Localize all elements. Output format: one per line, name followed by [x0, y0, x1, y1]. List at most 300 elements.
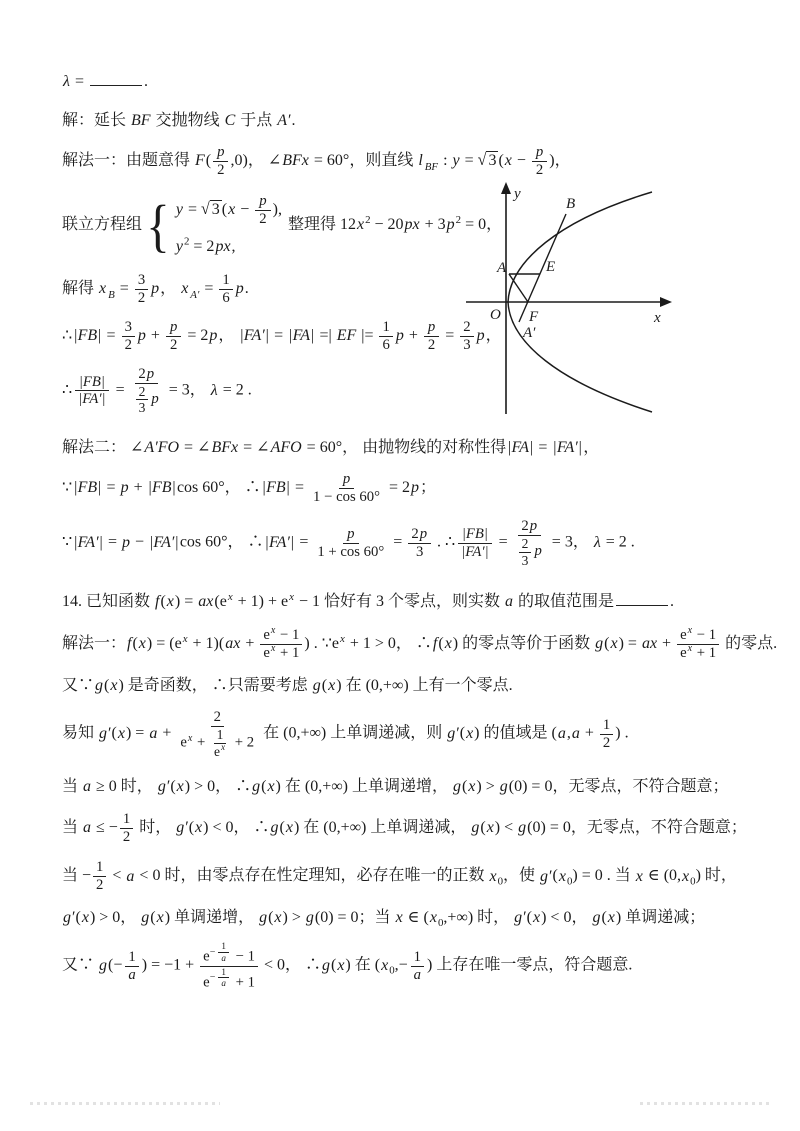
fa-cos-ratio-conclusion-line — [62, 518, 762, 568]
math-text: = 2 — [183, 327, 209, 345]
math-text: = — [441, 327, 459, 345]
math-text: 6 — [222, 290, 230, 307]
fraction — [255, 193, 270, 228]
math-var: x — [489, 867, 497, 885]
math-text: e — [263, 627, 270, 644]
math-text: ( — [268, 909, 274, 927]
math-text: ) > — [282, 909, 305, 927]
math-text: 0 — [497, 875, 503, 888]
fraction-numerator — [135, 272, 148, 290]
math-text: 1 − cos 60° — [313, 489, 380, 506]
math-text: + 2 — [231, 734, 255, 751]
math-var: |FB| — [78, 373, 105, 390]
fraction — [217, 941, 230, 963]
math-var: |FA′| — [239, 327, 270, 345]
superscript — [209, 966, 232, 989]
subscript — [107, 289, 116, 301]
math-text: 2 — [463, 319, 471, 336]
chord-bf-line — [519, 214, 566, 322]
math-text: + — [129, 479, 147, 497]
math-var: x — [682, 867, 690, 885]
fraction-numerator — [218, 967, 229, 979]
math-text: < — [108, 867, 126, 885]
math-var: x — [607, 909, 615, 927]
math-var: p — [151, 391, 159, 408]
math-text: e — [263, 645, 270, 662]
superscript — [209, 941, 232, 964]
fraction-denominator — [413, 544, 426, 561]
math-var: x — [270, 625, 276, 637]
math-text: ，使 — [503, 867, 540, 885]
math-text: 当 — [62, 818, 83, 836]
math-text: e — [331, 635, 340, 653]
fraction — [677, 627, 719, 662]
math-var: AFO — [270, 439, 302, 457]
fraction-denominator — [533, 162, 546, 179]
math-text: e — [680, 645, 687, 662]
math-text: = 0， — [461, 216, 503, 234]
math-text: + 1)( — [188, 635, 225, 653]
math-text: 2 — [124, 337, 132, 354]
math-text: (0) = 0；当 — [314, 909, 395, 927]
fraction-denominator — [425, 337, 438, 354]
math-var: λ — [593, 533, 601, 551]
math-text: 1 — [216, 727, 224, 743]
math-text: ) . ∵ — [304, 635, 332, 653]
lambda-answer-blank — [62, 70, 762, 93]
math-text: 2 — [455, 214, 462, 227]
math-text: ) = −1 + — [141, 956, 199, 974]
math-text: = — [70, 73, 88, 90]
label-e: E — [546, 259, 556, 275]
math-text: e — [174, 635, 182, 653]
math-text: 的取值范围是 — [513, 593, 614, 611]
math-text: ) > — [476, 778, 499, 796]
math-var: g′ — [176, 818, 188, 836]
math-text: − 1 — [231, 948, 255, 965]
math-var: x — [468, 778, 476, 796]
sqrt-sign-icon: √ — [477, 152, 487, 170]
math-text: ) < 0， — [541, 909, 592, 927]
sqrt-radical — [201, 201, 222, 218]
math-var: x — [504, 152, 512, 170]
math-var: x — [221, 742, 226, 753]
math-var: x — [99, 280, 107, 298]
fraction-numerator — [411, 949, 424, 967]
math-text: . ∴ — [433, 533, 456, 551]
fraction — [410, 949, 425, 984]
math-var: x — [381, 956, 389, 974]
math-text: 2 — [602, 734, 611, 751]
math-var: A′ — [277, 112, 291, 130]
math-text: ( — [160, 593, 166, 611]
math-var: g′ — [540, 867, 552, 885]
math-text: ， — [485, 327, 502, 345]
fraction-numerator — [424, 319, 439, 337]
math-text: 6 — [382, 337, 390, 354]
fraction-numerator — [93, 859, 106, 877]
math-text: 2 — [535, 162, 544, 179]
math-var: x — [81, 909, 89, 927]
fraction — [219, 272, 232, 307]
fraction — [260, 627, 302, 662]
fraction-numerator — [532, 144, 547, 162]
subscript-base — [98, 280, 107, 297]
math-text: ) 在 (0,+∞) 上单调递增， — [275, 778, 452, 796]
math-text: = — [460, 152, 478, 170]
math-text: ( — [438, 635, 444, 653]
fraction-denominator — [122, 337, 135, 354]
math-text: ) 的零点等价于函数 — [452, 635, 595, 653]
fraction-numerator — [255, 193, 270, 211]
fraction-denominator — [457, 544, 492, 561]
math-var: |FA′| — [552, 439, 583, 457]
fraction-denominator — [217, 953, 230, 964]
sqrt-radicand — [210, 200, 222, 218]
math-text: , — [231, 238, 236, 256]
math-var: g — [305, 909, 314, 927]
math-text: = — [183, 201, 201, 219]
math-text: ) = — [618, 635, 641, 653]
math-text: ( — [601, 909, 607, 927]
math-var: p — [529, 518, 538, 535]
math-var: p — [209, 327, 218, 345]
math-text: ( — [459, 725, 466, 743]
math-text: − 20 — [370, 216, 404, 234]
math-text: = ∠ — [180, 439, 211, 457]
fraction — [135, 272, 148, 307]
fraction-denominator — [131, 384, 163, 416]
math-text: = 60°，则直线 — [309, 152, 418, 170]
math-var: p — [427, 319, 436, 336]
math-text: 2 — [521, 535, 529, 551]
math-var: x — [532, 909, 541, 927]
math-var: x — [176, 778, 184, 796]
method1-intro-line — [62, 144, 762, 179]
math-text: 2 — [259, 211, 267, 228]
math-text: 的零点. — [721, 635, 778, 653]
math-text: 0 — [566, 875, 573, 888]
math-var: g — [471, 818, 480, 836]
fraction — [93, 859, 106, 894]
math-text: 2 — [138, 365, 146, 382]
math-var: λ — [63, 73, 70, 90]
fraction-numerator — [166, 319, 181, 337]
segment-af — [509, 274, 528, 302]
math-var: x — [187, 732, 193, 744]
sqrt-radical — [478, 152, 499, 169]
math-var: l — [418, 152, 423, 170]
math-var: |FB| — [147, 479, 176, 497]
fraction-denominator — [93, 877, 106, 894]
math-var: x — [156, 909, 164, 927]
math-var: x — [166, 593, 174, 611]
math-text: 1 — [221, 941, 226, 952]
math-var: g — [99, 956, 108, 974]
math-var: g — [312, 677, 321, 695]
math-var: ax — [225, 635, 241, 653]
math-text: 1 — [96, 859, 104, 876]
math-text: ∴ — [62, 381, 73, 399]
math-text: ) = — [125, 725, 149, 743]
math-text: = 3， — [164, 381, 210, 399]
math-text: e — [281, 593, 289, 611]
math-var: A′ — [190, 288, 200, 301]
math-text: cos 60°， ∴ — [176, 479, 261, 497]
math-var: a — [571, 725, 580, 743]
math-var: x — [687, 643, 693, 655]
math-text: ) . — [615, 725, 629, 743]
fraction-denominator — [200, 967, 258, 991]
math-var: g — [95, 677, 104, 695]
math-text: (0) = 0，无零点，不符合题意； — [508, 778, 729, 796]
fraction-denominator — [256, 211, 269, 228]
math-text: = ∠ — [239, 439, 270, 457]
fraction-numerator — [135, 366, 158, 384]
math-text: 整理得 12 — [283, 216, 356, 234]
math-text: 2 — [138, 383, 146, 399]
math-text: ) 是奇函数， ∴只需要考虑 — [118, 677, 312, 695]
math-var: x — [267, 778, 275, 796]
math-text: = — [494, 533, 512, 551]
math-text: )， — [549, 152, 571, 170]
math-text: ( — [214, 593, 220, 611]
math-var: ax — [641, 635, 658, 653]
math-var: p — [347, 525, 355, 542]
math-text: ； — [420, 479, 437, 497]
subscript-base — [180, 280, 189, 297]
math-text: = — [200, 280, 218, 298]
math-text: 2 — [427, 337, 436, 354]
math-var: x — [444, 635, 452, 653]
math-text: 解法二： ∠ — [62, 439, 144, 457]
fraction-denominator — [219, 290, 232, 307]
math-var: x — [228, 201, 236, 219]
math-text: 2 — [137, 290, 146, 307]
math-var: |FA′| — [461, 543, 489, 560]
fraction-denominator — [519, 553, 532, 569]
math-var: p — [259, 193, 267, 210]
math-text: − — [209, 946, 216, 958]
p14-method1-factor-line — [62, 625, 778, 662]
math-text: ( — [205, 152, 212, 170]
math-var: |FB| — [461, 525, 488, 542]
math-var: |FA′| — [73, 533, 103, 551]
fraction-numerator — [213, 144, 228, 162]
math-var: EF — [336, 327, 357, 345]
math-text: ( — [526, 909, 532, 927]
math-var: ax — [198, 593, 214, 611]
math-var: x — [285, 818, 293, 836]
math-text: ≥ 0 时， — [92, 778, 157, 796]
math-var: g′ — [63, 909, 75, 927]
math-var: x — [270, 643, 276, 655]
fraction-denominator — [379, 337, 392, 354]
math-var: y — [452, 152, 460, 170]
math-text: ， — [160, 280, 181, 298]
math-var: g — [518, 818, 527, 836]
subscript-base — [488, 868, 497, 885]
math-var: |FA′| — [264, 533, 295, 551]
fraction — [314, 526, 387, 561]
subscript-base — [558, 868, 567, 885]
math-var: |FB| — [73, 479, 102, 497]
math-text: ， — [583, 439, 600, 457]
math-text: 2 — [411, 525, 419, 542]
math-var: p — [122, 533, 130, 551]
math-text: = 2 . — [601, 533, 635, 551]
math-text: (0) = 0，无零点，不符合题意； — [527, 818, 747, 836]
fraction — [177, 709, 257, 759]
math-text: = — [103, 533, 121, 551]
math-text: cos 60°， ∴ — [179, 533, 264, 551]
math-text: ,+∞) 时， — [443, 909, 514, 927]
math-var: g — [499, 778, 508, 796]
math-text: = 60°， 由抛物线的对称性得 — [302, 439, 507, 457]
math-text: ) > 0， ∴ — [184, 778, 252, 796]
math-text: + — [658, 635, 676, 653]
math-var: f — [155, 593, 160, 611]
x-axis-arrow-icon — [660, 297, 672, 307]
math-var: x — [340, 633, 345, 646]
math-var: p — [476, 327, 485, 345]
math-text: ( — [480, 818, 486, 836]
math-var: px — [404, 216, 420, 234]
math-text: ) = — [174, 593, 198, 611]
math-var: x — [687, 625, 693, 637]
math-text: ( — [498, 152, 504, 170]
sqrt-radicand — [486, 151, 498, 169]
math-text: = 2 — [384, 479, 411, 497]
math-var: F — [195, 152, 205, 170]
math-var: p — [217, 144, 225, 161]
fraction-denominator — [410, 967, 425, 984]
math-text: + 1 — [231, 973, 255, 990]
math-text: ≤ − — [92, 818, 118, 836]
math-text: 3 — [488, 152, 497, 170]
fraction-numerator — [408, 526, 431, 544]
fraction-numerator — [120, 811, 133, 829]
fraction-denominator — [514, 536, 546, 568]
answer-blank — [90, 71, 142, 86]
math-text: 2 — [521, 518, 529, 535]
superscript — [288, 591, 295, 603]
math-text: . — [291, 112, 296, 130]
math-text: 1 — [602, 716, 611, 733]
math-var: x — [110, 677, 118, 695]
superscript — [220, 742, 226, 752]
math-var: y — [175, 238, 183, 256]
math-var: f — [127, 635, 132, 653]
system-equation — [175, 193, 282, 228]
math-text: 解得 — [62, 280, 99, 298]
math-var: a — [413, 966, 422, 983]
math-text: ) < 0， ∴ — [203, 818, 270, 836]
math-var: a — [128, 966, 136, 983]
math-text: (− — [108, 956, 123, 974]
math-var: p — [169, 319, 178, 336]
math-text: − 1 — [276, 627, 300, 644]
math-var: p — [534, 543, 542, 560]
math-var: BF — [424, 160, 439, 173]
math-text: 14. 已知函数 — [62, 593, 155, 611]
p14-case-between-line-1 — [62, 859, 762, 894]
superscript — [227, 591, 234, 603]
math-var: g′ — [447, 725, 459, 743]
subscript — [189, 289, 200, 301]
label-a: A — [497, 260, 507, 276]
math-text: ( — [170, 778, 176, 796]
math-text: 3 — [416, 543, 424, 560]
math-text: e — [680, 627, 687, 644]
math-var: x — [328, 677, 336, 695]
math-text: ( — [150, 909, 156, 927]
math-text: 在 (0,+∞) 上单调递减，则 — [259, 725, 447, 743]
math-var: x — [337, 956, 345, 974]
math-text: . — [244, 280, 249, 298]
math-text: ∈ (0, — [643, 867, 682, 885]
fraction-numerator — [136, 384, 149, 401]
faint-scan-mark-right — [640, 1102, 770, 1105]
math-text: e — [203, 948, 210, 965]
math-text: 联立方程组 — [62, 216, 143, 234]
fraction-denominator — [211, 744, 229, 760]
math-text: ( — [604, 635, 610, 653]
label-f: F — [529, 309, 539, 325]
math-var: x — [181, 280, 189, 298]
math-text: ( — [75, 909, 81, 927]
math-text: ) 的值域是 ( — [474, 725, 557, 743]
math-text: 1 + cos 60° — [317, 543, 385, 560]
fraction-denominator — [167, 337, 180, 354]
math-text: ) = 0 . 当 — [572, 867, 635, 885]
math-text: ( — [461, 778, 468, 796]
math-text: 交抛物线 — [151, 112, 224, 130]
math-text: − — [131, 533, 149, 551]
math-var: g — [141, 909, 150, 927]
math-text: 2 — [96, 877, 104, 894]
math-text: = — [389, 533, 407, 551]
math-text: + 1 — [693, 645, 717, 662]
math-text: e — [203, 973, 210, 990]
math-text: 1 — [221, 966, 226, 977]
fraction-denominator — [120, 829, 133, 846]
math-text: − — [209, 972, 216, 984]
math-text: ( — [188, 818, 195, 836]
math-var: a — [504, 593, 513, 611]
fraction-denominator — [177, 727, 257, 759]
math-text: 1 — [413, 948, 422, 965]
fraction-numerator — [458, 526, 492, 544]
math-text: = — [291, 479, 309, 497]
math-var: p — [446, 216, 455, 234]
math-text: = — [295, 533, 313, 551]
math-var: x — [117, 725, 125, 743]
math-var: p — [342, 471, 351, 488]
fraction-numerator — [219, 272, 232, 290]
math-text: = 2 — [189, 238, 215, 256]
fraction-numerator — [122, 319, 135, 337]
math-text: 3 — [521, 552, 529, 568]
math-text: ) 在 ( — [345, 956, 381, 974]
math-var: g′ — [157, 778, 170, 796]
math-text: − — [512, 152, 530, 170]
fraction — [310, 471, 383, 506]
math-text: < 0， ∴ — [259, 956, 321, 974]
math-text: ) 单调递减； — [615, 909, 706, 927]
math-text: ,0)， ∠ — [230, 152, 282, 170]
math-text: < 0 时，由零点存在性定理知，必存在唯一的正数 — [135, 867, 489, 885]
